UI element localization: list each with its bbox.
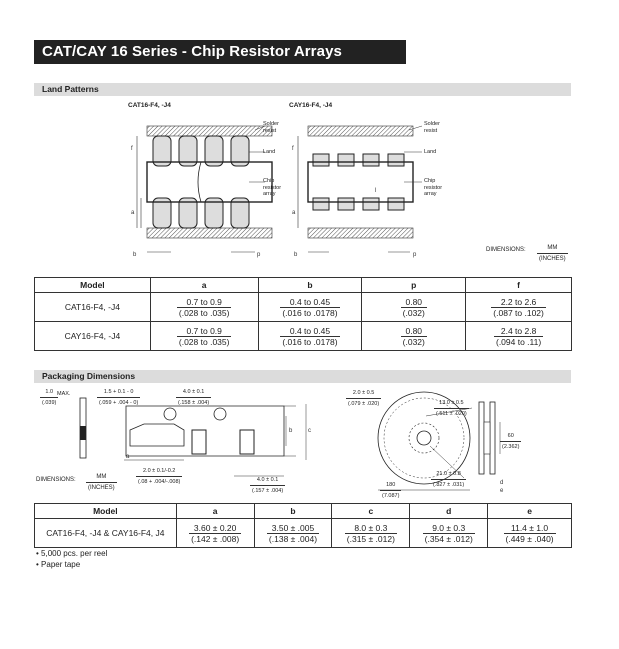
column-header: e (488, 504, 572, 519)
land-unit-note: $\frac{MM}{\text{(INCHES)}}$ (539, 245, 566, 262)
column-header: c (332, 504, 410, 519)
value-cell: $\frac{3.60 \pm 0.20}{(.142 \pm .008)}$ (176, 519, 254, 548)
fig2-callout-land: Land (424, 149, 437, 155)
reel-dim-2-0: $\frac{2.0 \pm 0.5}{(.079 \pm .020)}$ (348, 390, 380, 407)
reel-dim-21-0: $\frac{21.0 \pm 0.8}{(.827 \pm .031)}$ (433, 471, 465, 488)
fig1-label: CAT16-F4, -J4 (128, 102, 171, 109)
column-header: a (176, 504, 254, 519)
column-header: d (410, 504, 488, 519)
reel-dim-180: $\frac{180}{(7.087)}$ (382, 482, 400, 499)
page-title: CAT/CAY 16 Series - Chip Resistor Arrays (34, 40, 406, 64)
fig2-dim-p: p (413, 252, 417, 258)
fig2-dim-f: f (292, 146, 294, 152)
fig1-dim-a: a (131, 210, 135, 216)
table-row (35, 322, 572, 351)
cat16-land-pattern (131, 126, 272, 258)
tape-max-dim: $\frac{1.0}{(.039)}$ (42, 389, 57, 406)
fig1-callout-land: Land (263, 149, 276, 155)
tape-dim-a: a (126, 454, 130, 460)
tape-max-text: MAX. (57, 391, 71, 397)
packaging-table (34, 503, 572, 548)
column-header: f (466, 278, 572, 293)
pack-unit-note: $\frac{MM}{\text{(INCHES)}}$ (88, 474, 115, 491)
model-cell: CAT16-F4, -J4 & CAY16-F4, J4 (35, 519, 177, 548)
land-patterns-table (34, 277, 572, 351)
value-cell: $\frac{0.7 to 0.9}{(.028 to .035)}$ (150, 322, 258, 351)
value-cell: $\frac{2.4 to 2.8}{(.094 to .11)}$ (466, 322, 572, 351)
value-cell: $\frac{0.4 to 0.45}{(.016 to .0178)}$ (258, 293, 362, 322)
table-header-row (35, 504, 572, 519)
model-cell: CAT16-F4, -J4 (35, 293, 151, 322)
value-cell: $\frac{8.0 \pm 0.3}{(.315 \pm .012)}$ (332, 519, 410, 548)
reel-dim-d: d (500, 480, 504, 486)
table-row (35, 293, 572, 322)
value-cell: $\frac{0.7 to 0.9}{(.028 to .035)}$ (150, 293, 258, 322)
note-item: • Paper tape (36, 560, 81, 569)
fig2-dim-a: a (292, 210, 296, 216)
tape-dim-4-0-bottom: $\frac{4.0 \pm 0.1}{(.157 \pm .004)}$ (252, 477, 284, 494)
tape-dim-1-5: $\frac{1.5 + 0.1 - 0}{(.059 + .004 - 0)}$ (99, 389, 139, 406)
tape-dim-2-0: $\frac{2.0 \pm 0.1/-0.2}{(.08 + .004/-.008)}$ (138, 468, 181, 485)
land-dimensions-label: DIMENSIONS: (486, 247, 526, 253)
notes-list (36, 548, 107, 570)
table-header-row (35, 278, 572, 293)
fig2-label: CAY16-F4, -J4 (289, 102, 333, 109)
packaging-heading: Packaging Dimensions (34, 370, 571, 383)
reel-dim-e: e (500, 488, 504, 494)
column-header: p (362, 278, 466, 293)
tape-dim-4-0-top: $\frac{4.0 \pm 0.1}{(.158 \pm .004)}$ (178, 389, 210, 406)
fig1-dim-b: b (133, 252, 137, 258)
value-cell: $\frac{0.4 to 0.45}{(.016 to .0178)}$ (258, 322, 362, 351)
fig1-callout-solder-resist: Solder resist (263, 121, 279, 134)
value-cell: $\frac{2.2 to 2.6}{(.087 to .102)}$ (466, 293, 572, 322)
column-header: b (258, 278, 362, 293)
column-header: b (254, 504, 332, 519)
column-header: Model (35, 278, 151, 293)
fig2-callout-solder-resist: Solder resist (424, 121, 440, 134)
reel-dim-13-0: $\frac{13.0 \pm 0.5}{(.511 \pm .020)}$ (436, 400, 467, 417)
model-cell: CAY16-F4, -J4 (35, 322, 151, 351)
column-header: Model (35, 504, 177, 519)
pack-dimensions-label: DIMENSIONS: (36, 477, 76, 483)
fig1-dim-f: f (131, 146, 133, 152)
value-cell: $\frac{0.80}{(.032)}$ (362, 322, 466, 351)
fig2-dim-b: b (294, 252, 298, 258)
fig2-dim-l: l (375, 188, 377, 194)
value-cell: $\frac{0.80}{(.032)}$ (362, 293, 466, 322)
land-patterns-heading: Land Patterns (34, 83, 571, 96)
cay16-land-pattern (292, 126, 417, 258)
reel-dim-60: $\frac{60}{(2.362)}$ (502, 433, 520, 450)
table-row (35, 519, 572, 548)
column-header: a (150, 278, 258, 293)
fig1-callout-chip: Chip resistor array (263, 178, 282, 197)
fig1-dim-p: p (257, 252, 261, 258)
value-cell: $\frac{11.4 \pm 1.0}{(.449 \pm .040)}$ (488, 519, 572, 548)
note-item: • 5,000 pcs. per reel (36, 549, 108, 558)
tape-dim-c: c (308, 428, 311, 434)
tape-dim-b: b (289, 428, 293, 434)
value-cell: $\frac{9.0 \pm 0.3}{(.354 \pm .012)}$ (410, 519, 488, 548)
value-cell: $\frac{3.50 \pm .005}{(.138 \pm .004)}$ (254, 519, 332, 548)
fig2-callout-chip: Chip resistor array (424, 178, 443, 197)
land-pattern-drawings (125, 112, 455, 262)
